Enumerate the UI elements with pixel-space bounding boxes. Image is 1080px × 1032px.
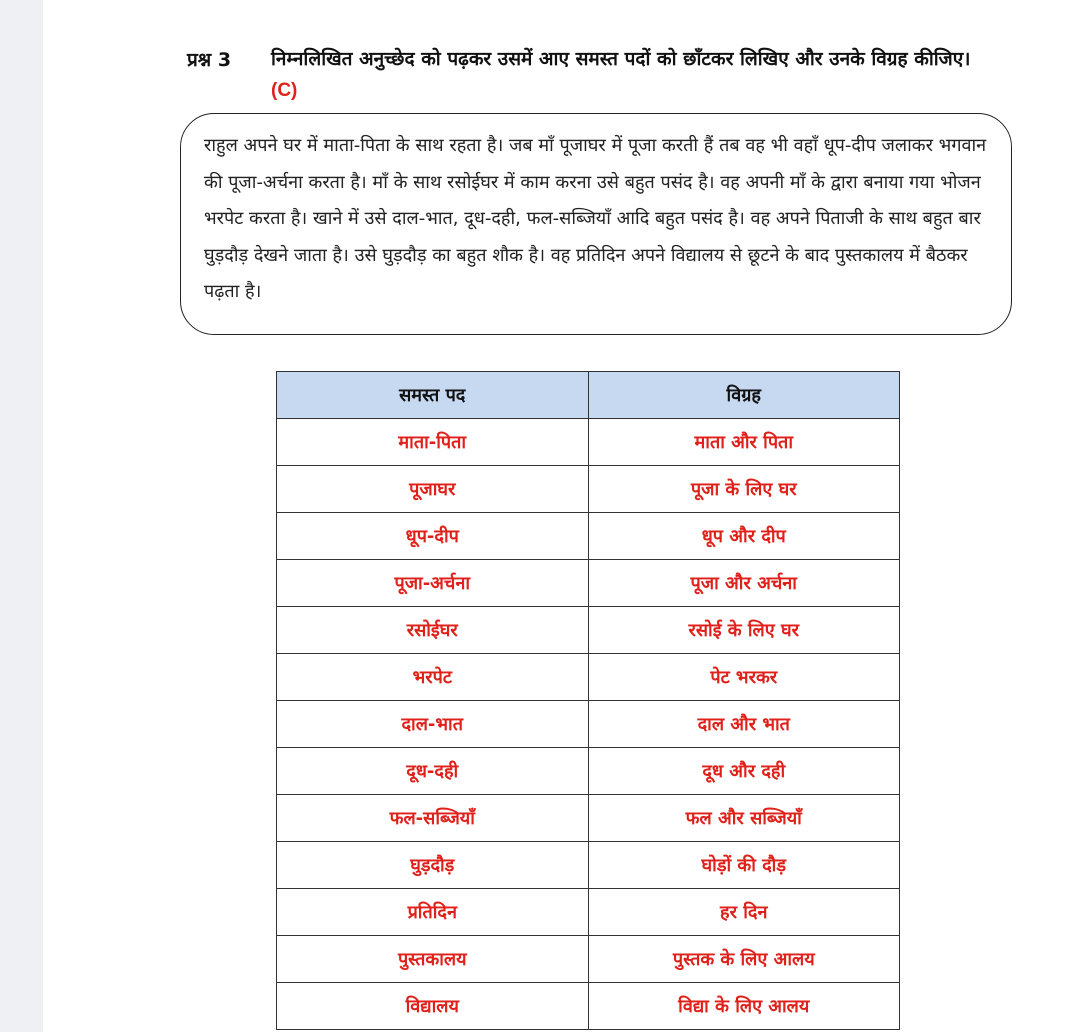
vigrah-cell: पूजा के लिए घर <box>588 466 900 513</box>
vigrah-cell: दाल और भात <box>588 701 900 748</box>
table-row <box>277 419 900 466</box>
question-number: प्रश्न 3 <box>187 49 232 71</box>
compound-cell: रसोईघर <box>277 607 589 654</box>
table-header-row <box>277 372 900 419</box>
vigrah-cell: घोड़ों की दौड़ <box>588 842 900 889</box>
vigrah-cell: दूध और दही <box>588 748 900 795</box>
table-row <box>277 466 900 513</box>
vigrah-cell: रसोई के लिए घर <box>588 607 900 654</box>
compound-cell: पूजा-अर्चना <box>277 560 589 607</box>
table-row <box>277 983 900 1030</box>
table-row <box>277 701 900 748</box>
compound-cell: पूजाघर <box>277 466 589 513</box>
vigrah-cell: पेट भरकर <box>588 654 900 701</box>
document-page <box>43 0 1080 1032</box>
compound-cell: घुड़दौड़ <box>277 842 589 889</box>
table-row <box>277 748 900 795</box>
table-row <box>277 936 900 983</box>
compound-cell: दूध-दही <box>277 748 589 795</box>
vigrah-cell: हर दिन <box>588 889 900 936</box>
table-row <box>277 654 900 701</box>
header-compound: समस्त पद <box>277 372 589 419</box>
header-vigrah: विग्रह <box>588 372 900 419</box>
compound-cell: विद्यालय <box>277 983 589 1030</box>
vigrah-cell: फल और सब्जियाँ <box>588 795 900 842</box>
table-row <box>277 842 900 889</box>
question-text: निम्नलिखित अनुच्छेद को पढ़कर उसमें आए समस्त पदों को छाँटकर लिखिए और उनके विग्रह कीजिए। <box>271 48 971 70</box>
compound-cell: फल-सब्जियाँ <box>277 795 589 842</box>
vigrah-cell: धूप और दीप <box>588 513 900 560</box>
compound-cell: माता-पिता <box>277 419 589 466</box>
table-row <box>277 889 900 936</box>
question-code: (C) <box>271 80 298 101</box>
compound-words-table <box>276 371 900 1030</box>
table-row <box>277 513 900 560</box>
table-row <box>277 560 900 607</box>
question-prompt <box>271 44 971 106</box>
vigrah-cell: विद्या के लिए आलय <box>588 983 900 1030</box>
table-row <box>277 795 900 842</box>
compound-cell: दाल-भात <box>277 701 589 748</box>
passage-box <box>180 113 1012 335</box>
compound-cell: धूप-दीप <box>277 513 589 560</box>
vigrah-cell: पुस्तक के लिए आलय <box>588 936 900 983</box>
compound-cell: प्रतिदिन <box>277 889 589 936</box>
compound-cell: पुस्तकालय <box>277 936 589 983</box>
vigrah-cell: माता और पिता <box>588 419 900 466</box>
compound-cell: भरपेट <box>277 654 589 701</box>
passage-text: राहुल अपने घर में माता-पिता के साथ रहता है। जब माँ पूजाघर में पूजा करती हैं तब वह भी वहाँ धूप-दीप जलाकर भगवान की पूजा-अर्चना करता है। माँ के साथ रसोईघर में काम करना उसे बहुत पसंद है। वह अपनी माँ के द्वारा बनाया गया भोजन भरपेट करता है। खाने में उसे दाल-भात, दूध-दही, फल-सब्जियाँ आदि बहुत पसंद है। वह अपने पिताजी के साथ बहुत बार घुड़दौड़ देखने जाता है। उसे घुड़दौड़ का बहुत शौक है। वह प्रतिदिन अपने विद्यालय से छूटने के बाद पुस्तकालय में बैठकर पढ़ता है। <box>204 135 987 302</box>
table-row <box>277 607 900 654</box>
vigrah-cell: पूजा और अर्चना <box>588 560 900 607</box>
